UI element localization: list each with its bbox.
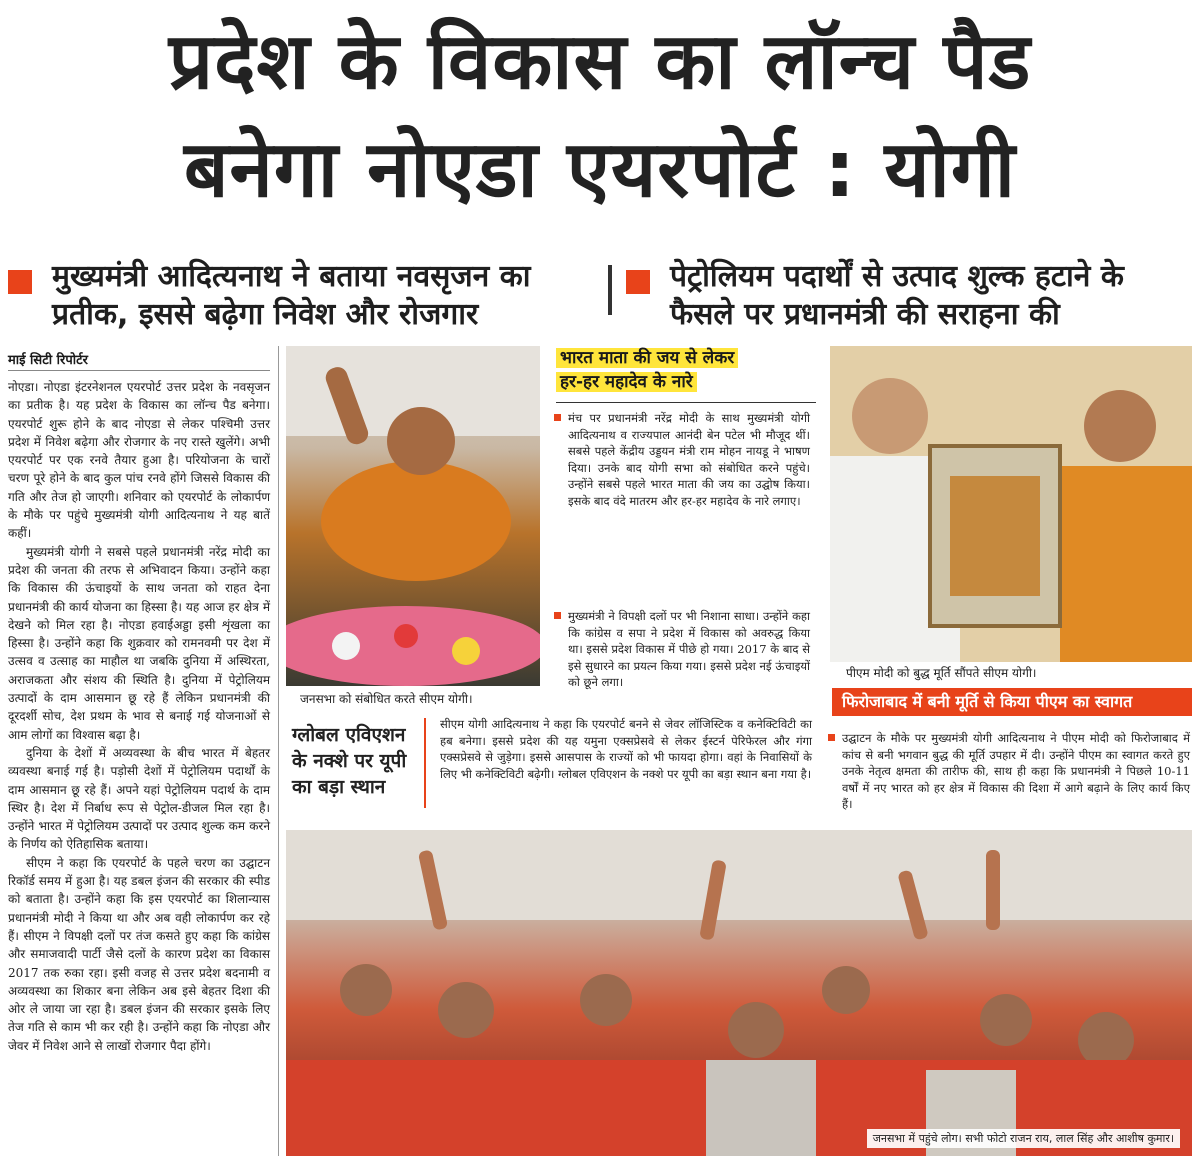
photo-modi-gift <box>830 346 1192 662</box>
subdeck-divider <box>608 265 612 315</box>
sidebox-rule <box>556 402 816 403</box>
photo-yogi-speaking <box>286 346 540 686</box>
body-paragraph-3: दुनिया के देशों में अव्यवस्था के बीच भारत में बेहतर व्यवस्था बनाई गई है। पड़ोसी देशों में पेट्रोलियम पदार्थों के दाम आसमान छू रहे हैं। अपने यहां पेट्रोलियम पदार्थ के दाम स्थिर है। देश में निर्बाध रूप से पेट्रोल-डीजल मिल रहा है। उन्होंने भारत में पेट्रोलियम उत्पादों पर उत्पाद शुल्क कम करने के निर्णय को ऐतिहासिक बताया। <box>8 745 270 852</box>
byline-rule <box>8 370 270 371</box>
caption-crowd: जनसभा में पहुंचे लोग। सभी फोटो राजन राय, लाल सिंह और आशीष कुमार। <box>867 1129 1180 1148</box>
subdeck-left <box>8 258 598 338</box>
bullet-square-icon <box>8 270 32 294</box>
article-body <box>8 378 270 1055</box>
global-aviation-text: सीएम योगी आदित्यनाथ ने कहा कि एयरपोर्ट बनने से जेवर लॉजिस्टिक व कनेक्टिविटी का हब बनेगा। इससे प्रदेश की यह यमुना एक्सप्रेसवे से लेकर ईस्टर्न पेरिफेरल और गंगा एक्सप्रेसवे से जुड़ेगा। इससे आसपास के राज्यों को भी फायदा होगा। वहां के निवासियों के लिए भी कनेक्टिविटी बढ़ेगी। ग्लोबल एविएशन के नक्शे पर यूपी का बड़ा स्थान बना गया है। <box>440 717 812 781</box>
firozabad-text: उद्घाटन के मौके पर मुख्यमंत्री योगी आदित्यनाथ ने पीएम मोदी को फिरोजाबाद में कांच से बनी भगवान बुद्ध की मूर्ति उपहार में दी। उन्होंने पीएम का स्वागत करते हुए उनके नेतृत्व क्षमता की तारीफ की, साथ ही कहा कि प्रधानमंत्री ने पिछले 10-11 वर्षों में नए भारत को हर क्षेत्र में विकास की दिशा में आगे बढ़ाने के लिए कार्य किए हैं। <box>842 731 1190 811</box>
firozabad-heading: फिरोजाबाद में बनी मूर्ति से किया पीएम का स्वागत <box>832 688 1192 716</box>
photo-modi-illustration <box>830 346 1192 662</box>
global-aviation-box <box>286 718 426 808</box>
sidebox-title-line-1: भारत माता की जय से लेकर <box>556 348 738 368</box>
sidebox-bullet-2: मुख्यमंत्री ने विपक्षी दलों पर भी निशाना साधा। उन्होंने कहा कि कांग्रेस व सपा ने प्रदेश में विकास को अवरुद्ध किया था। इससे प्रदेश विकास में पीछे हो गया। 2017 के बाद से इसे सुधारने का प्रयत्न किया गया। इससे प्रदेश नई ऊंचाइयों को छूने लगा। <box>568 609 810 689</box>
caption-modi: पीएम मोदी को बुद्ध मूर्ति सौंपते सीएम योगी। <box>846 666 1037 680</box>
photo-crowd <box>286 830 1192 1156</box>
body-paragraph-2: मुख्यमंत्री योगी ने सबसे पहले प्रधानमंत्री नरेंद्र मोदी का प्रदेश की जनता की तरफ से अभिवादन किया। उन्होंने कहा कि विकास की ऊंचाइयों के साथ जनता को राहत देना प्रधानमंत्री की कार्य योजना का हिस्सा है। यह आज हर क्षेत्र में देखने को मिल रहा है। नोएडा हवाईअड्डा इसी शृंखला का हिस्सा है। उन्होंने कहा कि शुक्रवार को रामनवमी पर देश में उत्सव व उत्साह का माहौल था जबकि दुनिया में अस्थिरता, अराजकता और संशय की स्थिति है। दुनिया में पेट्रोलियम उत्पादों के दाम आसमान छू रहे हैं लेकिन प्रधानमंत्री की दूरदर्शी सोच, देश प्रथम के भाव से बनाई गई योजनाओं से आम लोगों का विश्वास बढ़ा है। <box>8 544 270 742</box>
column-rule <box>278 346 279 1156</box>
sidebox-title <box>556 346 804 394</box>
byline: माई सिटी रिपोर्टर <box>8 353 88 368</box>
subdeck-right <box>626 258 1196 338</box>
headline-line-2: बनेगा नोएडा एयरपोर्ट : योगी <box>184 125 1016 215</box>
photo-crowd-illustration <box>286 830 1192 1156</box>
global-aviation-title: ग्लोबल एविएशन के नक्शे पर यूपी का बड़ा स्थान <box>292 724 407 798</box>
sidebox-bullet-1: मंच पर प्रधानमंत्री नरेंद्र मोदी के साथ मुख्यमंत्री योगी आदित्यनाथ व राज्यपाल आनंदी बेन पटेल भी मौजूद थीं। सबसे पहले केंद्रीय उड्डयन मंत्री राम मोहन नायडू ने भाषण दिया। उनके बाद योगी सभा को संबोधित करने पहुंचे। उन्होंने सबसे पहले भारत माता की जय का उद्घोष किया। इसके बाद वंदे मातरम और हर-हर महादेव के नारे लगाए। <box>568 411 810 508</box>
bullet-square-icon <box>626 270 650 294</box>
sidebox-title-line-2: हर-हर महादेव के नारे <box>556 372 697 392</box>
caption-yogi: जनसभा को संबोधित करते सीएम योगी। <box>300 692 473 706</box>
body-paragraph-4: सीएम ने कहा कि एयरपोर्ट के पहले चरण का उद्घाटन रिकॉर्ड समय में हुआ है। यह डबल इंजन की सरकार की स्पीड को बताता है। उन्होंने कहा कि इस एयरपोर्ट का शिलान्यास प्रधानमंत्री मोदी ने किया था और अब वही लोकार्पण कर रहे हैं। सीएम ने विपक्षी दलों पर तंज कसते हुए कहा कि कांग्रेस और समाजवादी पार्टी जैसे दलों के कारण प्रदेश का विकास 2017 तक रुका रहा। इसी वजह से उत्तर प्रदेश बदनामी व अव्यवस्था का शिकार बना लेकिन अब इसे बेहतर दिशा की ओर ले जाया जा रहा है। डबल इंजन की सरकार इसके लिए तेज गति से काम भी कर रही है। उन्होंने कहा कि नोएडा और जेवर में निवेश आने से लाखों रोजगार पैदा होंगे। <box>8 855 270 1053</box>
main-headline <box>0 8 1200 224</box>
photo-yogi-illustration <box>286 346 540 686</box>
subdeck-right-text: पेट्रोलियम पदार्थों से उत्पाद शुल्क हटाने के फैसले पर प्रधानमंत्री की सराहना की <box>670 259 1124 332</box>
subdeck-left-text: मुख्यमंत्री आदित्यनाथ ने बताया नवसृजन का प्रतीक, इससे बढ़ेगा निवेश और रोजगार <box>52 259 531 332</box>
body-paragraph-1: नोएडा। नोएडा इंटरनेशनल एयरपोर्ट उत्तर प्रदेश के नवसृजन का प्रतीक है। यह प्रदेश के विकास का लॉन्च पैड बनेगा। एयरपोर्ट शुरू होने के बाद नोएडा से लेकर पश्चिमी उत्तर प्रदेश में निवेश बढ़ेगा और रोजगार के नए रास्ते खुलेंगे। अभी एयरपोर्ट पर एक रनवे तैयार हुआ है। परियोजना के चारों चरण पूरे होने के बाद कुल पांच रनवे होंगे जिससे विकास की गति और तेज हो जाएगी। शनिवार को एयरपोर्ट के लोकार्पण के मौके पर पहुंचे मुख्यमंत्री योगी आदित्यनाथ ने यह बातें कहीं। <box>8 380 270 541</box>
headline-line-1: प्रदेश के विकास का लॉन्च पैड <box>168 17 1032 107</box>
